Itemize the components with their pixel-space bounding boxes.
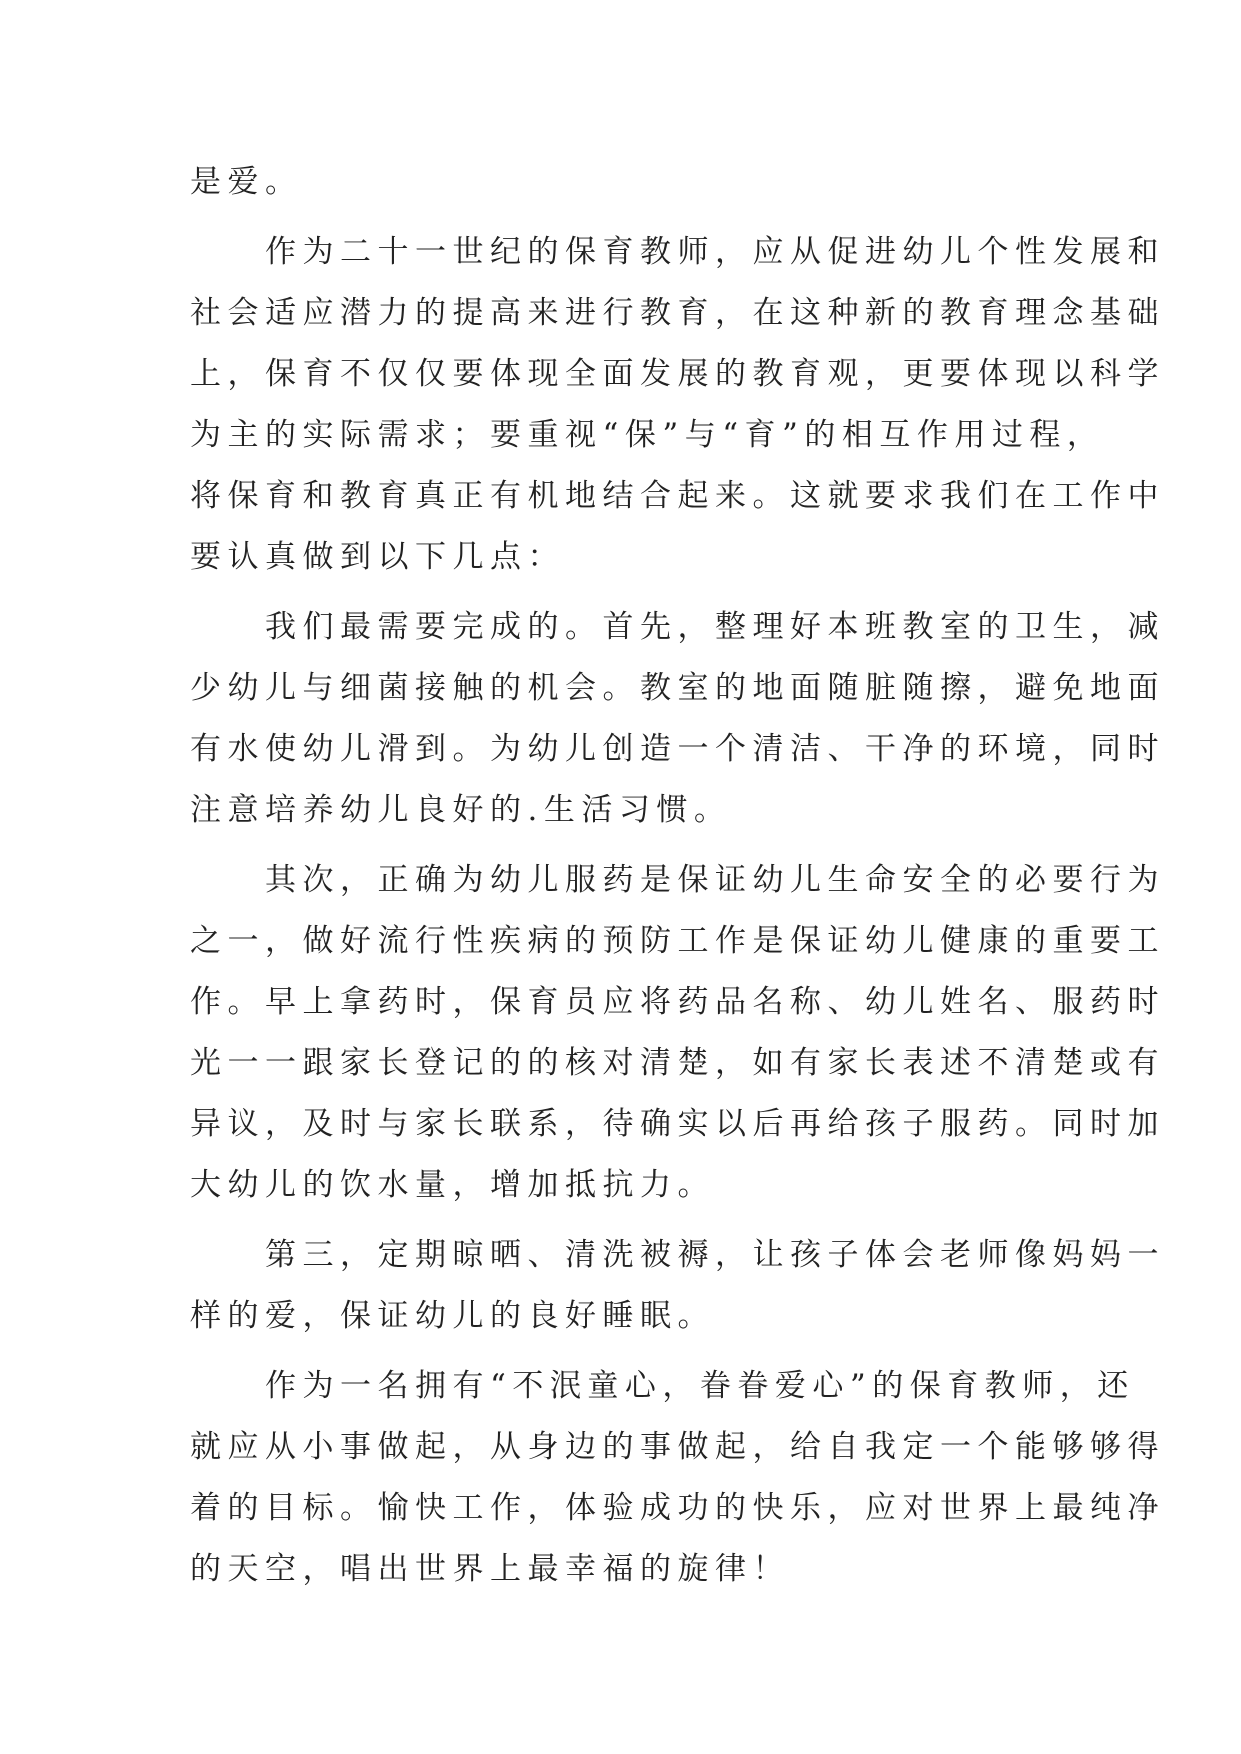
- text-line: 作。早上拿药时，保育员应将药品名称、幼儿姓名、服药时: [190, 984, 1165, 1020]
- document-body: [190, 152, 1165, 1600]
- paragraph: [190, 1225, 1165, 1347]
- text-line: 少幼儿与细菌接触的机会。教室的地面随脏随擦，避免地面: [190, 670, 1165, 706]
- text-line: 作为一名拥有“不泯童心，眷眷爱心”的保育教师，还: [190, 1368, 1135, 1404]
- text-line: 是爱。: [190, 164, 303, 200]
- paragraph: [190, 597, 1165, 841]
- text-line: 要认真做到以下几点：: [190, 539, 565, 575]
- text-line: 样的爱，保证幼儿的良好睡眠。: [190, 1298, 715, 1334]
- paragraph: [190, 152, 1050, 213]
- text-line: 将保育和教育真正有机地结合起来。这就要求我们在工作中: [190, 478, 1165, 514]
- text-line: 上，保育不仅仅要体现全面发展的教育观，更要体现以科学: [190, 356, 1165, 392]
- text-line: 的天空，唱出世界上最幸福的旋律！: [190, 1551, 790, 1587]
- text-line: 其次，正确为幼儿服药是保证幼儿生命安全的必要行为: [190, 862, 1165, 898]
- text-line: 有水使幼儿滑到。为幼儿创造一个清洁、干净的环境，同时: [190, 731, 1165, 767]
- text-line: 着的目标。愉快工作，体验成功的快乐，应对世界上最纯净: [190, 1490, 1165, 1526]
- text-line: 就应从小事做起，从身边的事做起，给自我定一个能够够得: [190, 1429, 1165, 1465]
- text-line: 异议，及时与家长联系，待确实以后再给孩子服药。同时加: [190, 1106, 1165, 1142]
- text-line: 光一一跟家长登记的的核对清楚，如有家长表述不清楚或有: [190, 1045, 1165, 1081]
- text-line: 为主的实际需求；要重视“保”与“育”的相互作用过程，: [190, 417, 1105, 453]
- paragraph: [190, 1356, 1165, 1600]
- text-line: 大幼儿的饮水量，增加抵抗力。: [190, 1167, 715, 1203]
- paragraph: [190, 222, 1165, 588]
- text-line: 我们最需要完成的。首先，整理好本班教室的卫生，减: [190, 609, 1165, 645]
- text-line: 社会适应潜力的提高来进行教育，在这种新的教育理念基础: [190, 295, 1165, 331]
- text-line: 作为二十一世纪的保育教师，应从促进幼儿个性发展和: [190, 234, 1165, 270]
- text-line: 注意培养幼儿良好的.生活习惯。: [190, 792, 732, 828]
- paragraph: [190, 850, 1165, 1216]
- text-line: 第三，定期晾晒、清洗被褥，让孩子体会老师像妈妈一: [190, 1237, 1165, 1273]
- text-line: 之一，做好流行性疾病的预防工作是保证幼儿健康的重要工: [190, 923, 1165, 959]
